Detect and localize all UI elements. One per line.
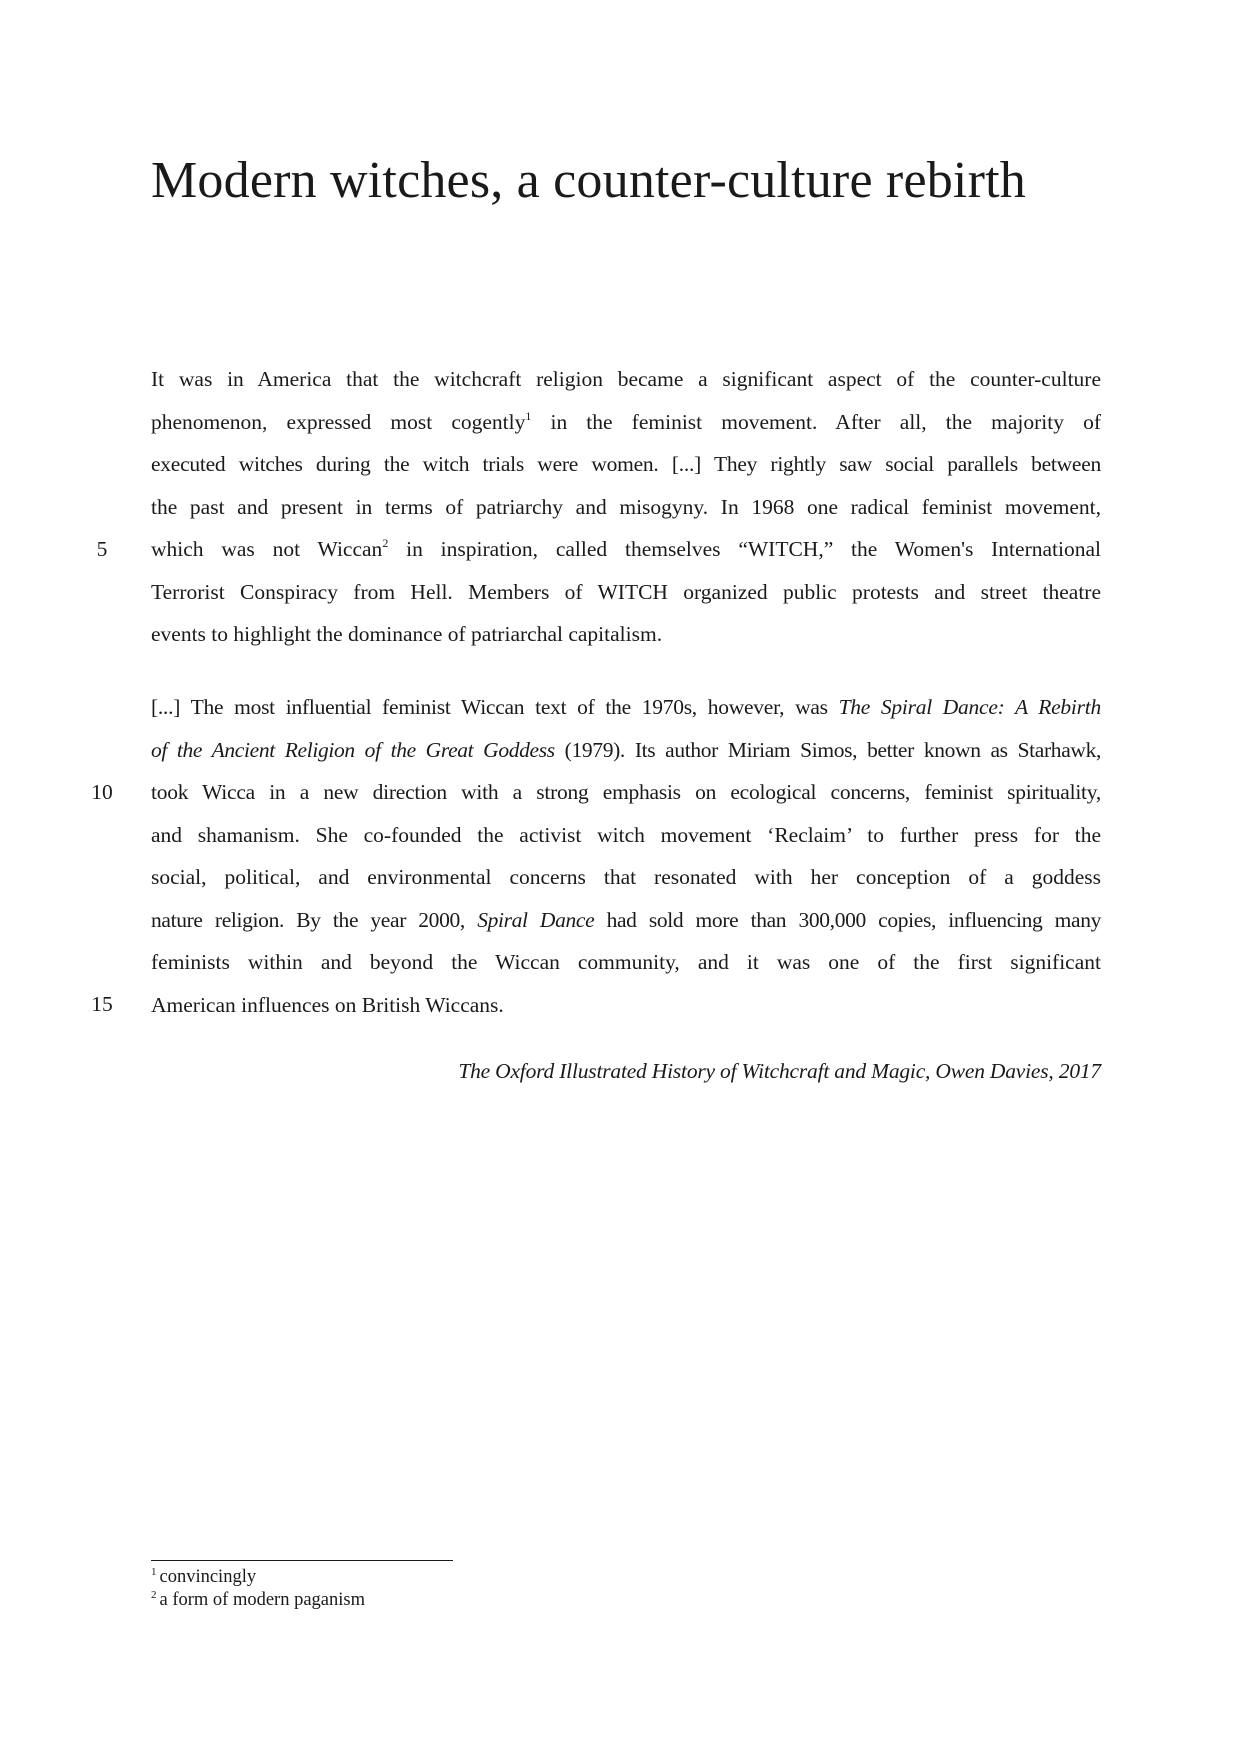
text-line: executed witches during the witch trials were women. [...] They rightly saw social parallels between [151,452,1101,476]
footnote-2 [151,1589,365,1612]
text-line: It was in America that the witchcraft religion became a significant aspect of the counter-culture [151,367,1101,391]
footnote-ref-1: 1 [525,408,532,423]
footnote-ref-2: 2 [382,536,389,550]
line-number-15: 15 [91,992,113,1016]
line-number-5: 5 [96,537,108,561]
page-title: Modern witches, a counter-culture rebirth [151,152,1026,209]
paragraph-1 [151,358,1101,656]
text-line: Terrorist Conspiracy from Hell. Members of WITCH organized public protests and street theatre [151,579,1101,604]
paragraph-2 [151,686,1101,1026]
book-title: of the Ancient Religion of the Great Goddess [151,737,555,762]
text-line: events to highlight the dominance of patriarchal capitalism. [151,622,663,646]
text-line: feminists within and beyond the Wiccan community, and it was one of the first significant [151,950,1101,974]
source-attribution: The Oxford Illustrated History of Witchcraft and Magic, Owen Davies, 2017 [458,1059,1101,1083]
book-title: The Spiral Dance: A Rebirth [838,695,1101,719]
book-title: Spiral Dance [477,907,595,932]
footnotes [151,1566,365,1612]
text-line: [...] The most influential feminist Wiccan text of the 1970s, however, was The Spiral Dance: A Rebirth [151,695,1101,719]
text-line: social, political, and environmental concerns that resonated with her conception of a goddess [151,865,1101,889]
text-line: the past and present in terms of patriarchy and misogyny. In 1968 one radical feminist movement, [151,494,1101,519]
footnote-text: a form of modern paganism [159,1590,365,1610]
footnote-marker: 1 [151,1566,157,1578]
text-line: and shamanism. She co-founded the activist witch movement ‘Reclaim’ to further press for the [151,822,1101,847]
text-line: phenomenon, expressed most cogently$^1$ in the feminist movement. After all, the majority of [151,408,1101,434]
footnote-divider [151,1560,453,1561]
text-line: American influences on British Wiccans. [151,992,504,1017]
text-line: of the Ancient Religion of the Great Goddess (1979). Its author Miriam Simos, better known as Starhawk, [151,737,1102,762]
text-line: nature religion. By the year 2000, Spiral Dance had sold more than 300,000 copies, influencing many [151,907,1102,932]
line-number-10: 10 [91,780,113,804]
footnote-text: convincingly [159,1567,257,1587]
text-line: took Wicca in a new direction with a strong emphasis on ecological concerns, feminist spirituality, [151,780,1101,804]
text-line: which was not Wiccan$^2$ in inspiration, called themselves “WITCH,” the Women's International [151,536,1101,561]
footnote-marker: 2 [151,1589,157,1601]
footnote-1 [151,1566,365,1589]
